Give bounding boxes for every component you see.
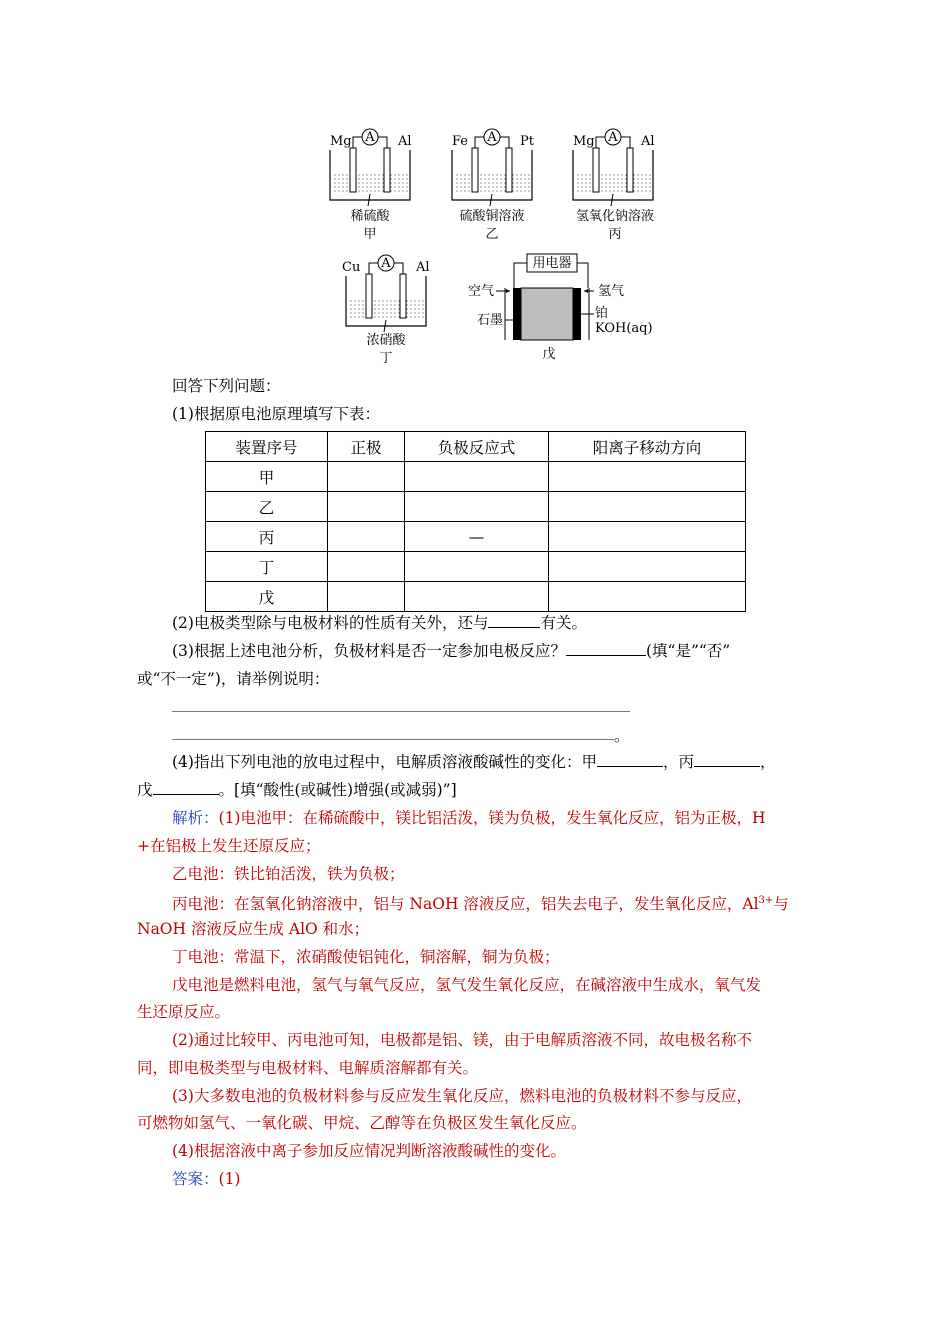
- analysis-text: (1)电池甲：在稀硫酸中，镁比铝活泼，镁为负极，发生氧化反应，铝为正极，H: [218, 809, 766, 827]
- q3-line1: [172, 641, 862, 661]
- table-row: [206, 552, 746, 582]
- superscript: 3+: [758, 895, 774, 906]
- cell-ding: [342, 255, 430, 366]
- jia-right-electrode: Al: [398, 134, 412, 149]
- bing-meter: A: [608, 130, 618, 145]
- cell-wu: [468, 254, 653, 362]
- wu-label: 戊: [542, 347, 556, 362]
- table-header: 正极: [328, 432, 405, 462]
- bing-right-electrode: Al: [641, 134, 655, 149]
- q4-wu: 戊: [137, 781, 153, 799]
- table-cell[interactable]: [328, 492, 405, 522]
- answer: [172, 1169, 862, 1189]
- analysis-p6b: 同，即电极类型与电极材料、电解质溶解都有关。: [137, 1059, 479, 1077]
- analysis-p7a: (3)大多数电池的负极材料参与反应发生氧化反应，燃料电池的负极材料不参与反应，: [172, 1087, 752, 1105]
- q4-before: (4)指出下列电池的放电过程中，电解质溶液酸碱性的变化：甲: [172, 753, 597, 771]
- q4-blank-jia[interactable]: [597, 752, 663, 767]
- wu-hydrogen: 氢气: [598, 284, 625, 299]
- table-cell: 乙: [206, 492, 328, 522]
- table-cell[interactable]: [328, 552, 405, 582]
- analysis-text: 与: [773, 895, 789, 914]
- table-cell: 戊: [206, 582, 328, 612]
- table-header: 负极反应式: [405, 432, 549, 462]
- table-row: [206, 522, 746, 552]
- analysis-p1: [172, 808, 862, 828]
- table-cell[interactable]: [328, 462, 405, 492]
- table-row: [206, 582, 746, 612]
- q4-mid: ，丙: [662, 753, 694, 771]
- analysis-p5b: 生还原反应。: [137, 1003, 231, 1021]
- bing-left-electrode: Mg: [573, 134, 595, 149]
- analysis-text: 丙电池：在氢氧化钠溶液中，铝与 NaOH 溶液反应，铝失去电子，发生氧化反应，Al: [172, 895, 759, 914]
- table-cell[interactable]: [328, 582, 405, 612]
- ding-left-electrode: Cu: [342, 260, 361, 275]
- q3-answer-line-2[interactable]: [172, 739, 614, 740]
- table-cell: —: [405, 522, 549, 552]
- table-header: 阳离子移动方向: [549, 432, 746, 462]
- ding-meter: A: [381, 256, 391, 271]
- table-cell: 丙: [206, 522, 328, 552]
- table-header-row: [206, 432, 746, 462]
- jia-meter: A: [365, 130, 375, 145]
- analysis-p6a: (2)通过比较甲、丙电池可知，电极都是铝、镁，由于电解质溶液不同，故电极名称不: [172, 1031, 752, 1049]
- table-header: 装置序号: [206, 432, 328, 462]
- analysis-p2: 乙电池：铁比铂活泼，铁为负极；: [172, 865, 405, 883]
- table-cell: 丁: [206, 552, 328, 582]
- table-row: [206, 492, 746, 522]
- table-cell[interactable]: [549, 522, 746, 552]
- q3-after: (填“是”“否”: [645, 642, 731, 660]
- analysis-p1b: +在铝极上发生还原反应；: [137, 837, 321, 855]
- table-cell[interactable]: [405, 582, 549, 612]
- analysis-p3: [172, 891, 862, 914]
- table-cell[interactable]: [405, 462, 549, 492]
- table-cell[interactable]: [549, 492, 746, 522]
- cell-yi: [452, 129, 535, 242]
- ding-solution: 浓硝酸: [366, 333, 406, 348]
- jia-label: 甲: [363, 227, 377, 242]
- wu-electrolyte: KOH(aq): [595, 321, 653, 336]
- q4-line1: [172, 752, 862, 772]
- analysis-p3b: NaOH 溶液反应生成 AlO 和水；: [137, 920, 370, 938]
- q3-end: 。: [614, 727, 630, 745]
- q1-text: (1)根据原电池原理填写下表：: [172, 405, 380, 423]
- wu-air: 空气: [468, 284, 495, 299]
- yi-solution: 硫酸铜溶液: [459, 209, 525, 224]
- table-cell[interactable]: [405, 552, 549, 582]
- q4-blank-bing[interactable]: [694, 752, 760, 767]
- answer-label: 答案：: [172, 1170, 219, 1188]
- answer-table: [205, 431, 746, 612]
- bing-label: 丙: [608, 227, 622, 242]
- yi-left-electrode: Fe: [452, 134, 469, 149]
- analysis-p5a: 戊电池是燃料电池，氢气与氧气反应，氢气发生氧化反应，在碱溶液中生成水，氧气发: [172, 976, 762, 994]
- q4-after: 。[填“酸性(或碱性)增强(或减弱)”]: [218, 781, 457, 799]
- yi-right-electrode: Pt: [520, 134, 534, 149]
- ding-label: 丁: [379, 351, 393, 366]
- cell-jia: [330, 129, 412, 242]
- q4-line2: [137, 780, 827, 800]
- bing-solution: 氢氧化钠溶液: [575, 209, 655, 224]
- cell-diagrams: [0, 120, 950, 370]
- table-row: [206, 462, 746, 492]
- table-cell: 甲: [206, 462, 328, 492]
- table-cell[interactable]: [549, 552, 746, 582]
- analysis-p7b: 可燃物如氢气、一氧化碳、甲烷、乙醇等在负极区发生氧化反应。: [137, 1114, 587, 1132]
- wu-graphite: 石墨: [477, 313, 504, 328]
- analysis-p4: 丁电池：常温下，浓硝酸使铝钝化，铜溶解，铜为负极；: [172, 948, 560, 966]
- yi-label: 乙: [485, 227, 499, 242]
- prompt: 回答下列问题：: [172, 377, 281, 395]
- q3-line2: 或“不一定”)，请举例说明：: [137, 670, 330, 688]
- analysis-label: 解析：: [172, 809, 219, 827]
- q2-blank[interactable]: [488, 613, 540, 628]
- ding-right-electrode: Al: [416, 260, 430, 275]
- q3-before: (3)根据上述电池分析，负极材料是否一定参加电极反应？: [172, 642, 566, 660]
- q4-blank-wu[interactable]: [153, 780, 219, 795]
- q2-before: (2)电极类型除与电极材料的性质有关外，还与: [172, 614, 489, 632]
- table-cell[interactable]: [549, 462, 746, 492]
- table-cell[interactable]: [328, 522, 405, 552]
- q4-end: ，: [759, 753, 776, 771]
- wu-load: 用电器: [532, 256, 572, 271]
- cell-bing: [573, 129, 655, 242]
- table-cell[interactable]: [405, 492, 549, 522]
- yi-meter: A: [487, 130, 497, 145]
- analysis-p8: (4)根据溶液中离子参加反应情况判断溶液酸碱性的变化。: [172, 1142, 566, 1160]
- table-cell[interactable]: [549, 582, 746, 612]
- jia-solution: 稀硫酸: [350, 209, 390, 224]
- jia-left-electrode: Mg: [330, 134, 352, 149]
- answer-text: (1): [218, 1170, 241, 1188]
- wu-platinum: 铂: [595, 306, 609, 321]
- q2-after: 有关。: [540, 614, 587, 632]
- q2-text: [172, 613, 862, 633]
- q3-blank[interactable]: [566, 641, 646, 656]
- q3-answer-line-1[interactable]: [172, 711, 630, 712]
